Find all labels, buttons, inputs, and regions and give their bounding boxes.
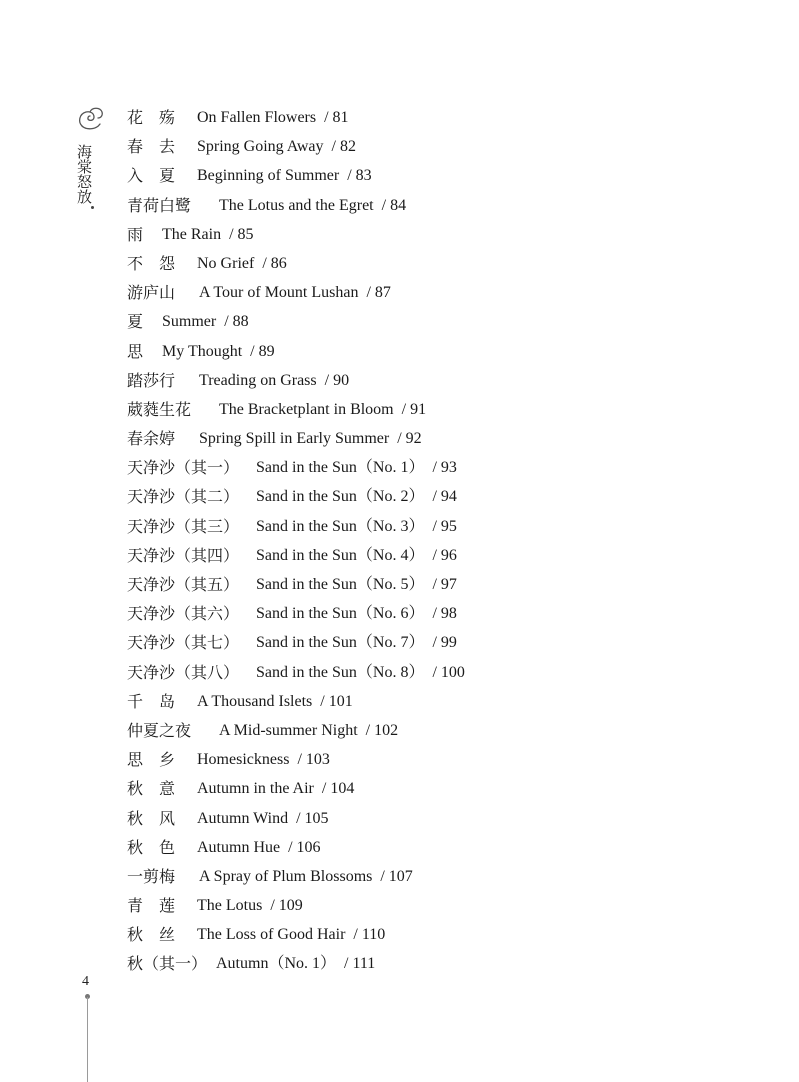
toc-entry-page-number: / 82 xyxy=(331,138,356,156)
toc-entry-page-number: / 83 xyxy=(347,167,372,185)
toc-entry-page-number: / 104 xyxy=(321,780,355,798)
toc-entry-english-title: The Lotus xyxy=(197,897,263,915)
toc-entry-spacer xyxy=(424,453,432,482)
toc-entry-spacer xyxy=(312,687,320,716)
toc-entry-spacer xyxy=(314,774,322,803)
toc-entry-chinese-title: 天净沙（其六） xyxy=(127,604,240,624)
toc-entry[interactable] xyxy=(127,658,465,687)
toc-entry-spacer xyxy=(317,366,325,395)
toc-entry-spacer xyxy=(424,482,432,511)
toc-entry-spacer xyxy=(339,161,347,190)
toc-entry-page-number: / 109 xyxy=(270,897,303,915)
toc-entry-page-number: / 90 xyxy=(324,371,350,389)
toc-entry-page-number: / 103 xyxy=(297,751,330,769)
toc-entry[interactable] xyxy=(127,453,465,482)
toc-entry[interactable] xyxy=(127,482,465,511)
toc-entry-spacer xyxy=(394,395,402,424)
toc-entry[interactable] xyxy=(127,541,465,570)
toc-entry-chinese-title: 春 去 xyxy=(127,137,176,157)
toc-entry[interactable] xyxy=(127,191,465,220)
toc-entry-spacer xyxy=(324,132,332,161)
toc-entry-english-title: On Fallen Flowers xyxy=(197,109,317,126)
toc-entry[interactable] xyxy=(127,949,465,978)
toc-entry-english-title: The Lotus and the Egret xyxy=(219,196,374,214)
toc-entry-page-number: / 105 xyxy=(296,809,329,827)
toc-entry-chinese-title: 天净沙（其八） xyxy=(127,662,240,682)
toc-entry-chinese-title: 天净沙（其四） xyxy=(127,545,240,565)
toc-entry-english-title: Sand in the Sun（No. 8） xyxy=(256,663,425,681)
toc-entry-english-title: A Spray of Plum Blossoms xyxy=(199,867,373,885)
toc-entry-spacer xyxy=(358,278,366,307)
toc-entry-english-title: Spring Spill in Early Summer xyxy=(199,430,390,448)
toc-entry-spacer xyxy=(372,862,380,891)
toc-entry-english-title: The Bracketplant in Bloom xyxy=(219,400,394,418)
toc-entry-english-title: The Rain xyxy=(162,225,222,243)
toc-entry[interactable] xyxy=(127,862,465,891)
toc-entry-page-number: / 95 xyxy=(432,517,457,535)
toc-entry[interactable] xyxy=(127,628,465,657)
toc-entry-spacer xyxy=(288,804,296,833)
toc-entry-english-title: Autumn in the Air xyxy=(197,780,314,798)
toc-entry-english-title: No Grief xyxy=(197,254,255,272)
toc-entry-page-number: / 92 xyxy=(397,430,422,448)
toc-entry-chinese-title: 秋 风 xyxy=(127,808,176,828)
toc-entry-english-title: A Thousand Islets xyxy=(197,692,313,710)
toc-entry-chinese-title: 天净沙（其七） xyxy=(127,633,240,653)
toc-entry-chinese-title: 秋 意 xyxy=(127,779,176,799)
toc-entry-page-number: / 99 xyxy=(432,634,457,652)
toc-entry[interactable] xyxy=(127,337,465,366)
toc-entry-chinese-title: 花 殇 xyxy=(127,108,176,127)
toc-entry-chinese-title: 夏 xyxy=(127,312,144,332)
toc-entry-chinese-title: 不 怨 xyxy=(127,253,176,273)
toc-entry-spacer xyxy=(289,745,297,774)
toc-entry-spacer xyxy=(254,249,262,278)
toc-entry[interactable] xyxy=(127,716,465,745)
toc-entry-chinese-title: 天净沙（其三） xyxy=(127,516,240,536)
toc-entry-page-number: / 100 xyxy=(432,663,465,681)
toc-entry[interactable] xyxy=(127,366,465,395)
toc-entry-spacer xyxy=(424,628,432,657)
toc-entry-english-title: Beginning of Summer xyxy=(197,167,340,185)
toc-entry-spacer xyxy=(216,307,224,336)
toc-entry-english-title: Autumn Wind xyxy=(197,809,289,827)
toc-entry-page-number: / 94 xyxy=(432,488,457,506)
toc-entry-chinese-title: 秋（其一） xyxy=(127,954,208,974)
toc-entry-english-title: Sand in the Sun（No. 4） xyxy=(256,546,425,564)
toc-entry-chinese-title: 游庐山 xyxy=(127,283,176,303)
toc-entry[interactable] xyxy=(127,395,465,424)
toc-entry[interactable] xyxy=(127,599,465,628)
toc-entry-english-title: Autumn（No. 1） xyxy=(216,955,337,973)
toc-entry[interactable] xyxy=(127,424,465,453)
toc-entry-english-title: Summer xyxy=(162,313,217,331)
toc-entry-chinese-title: 思 xyxy=(127,341,144,361)
toc-entry-page-number: / 85 xyxy=(229,225,254,243)
toc-entry[interactable] xyxy=(127,512,465,541)
toc-entry-chinese-title: 青荷白鹭 xyxy=(127,195,192,215)
toc-entry-spacer xyxy=(374,191,382,220)
toc-entry-chinese-title: 一剪梅 xyxy=(127,866,176,886)
toc-entry[interactable] xyxy=(127,132,465,161)
toc-entry-chinese-title: 雨 xyxy=(127,224,144,244)
margin-rule xyxy=(87,997,88,1082)
toc-entry-english-title: Treading on Grass xyxy=(199,371,317,389)
toc-entry-page-number: / 110 xyxy=(353,926,386,944)
toc-entry[interactable] xyxy=(127,570,465,599)
toc-entry-page-number: / 81 xyxy=(324,109,349,126)
toc-entry-page-number: / 97 xyxy=(432,576,457,593)
toc-entry[interactable] xyxy=(127,833,465,862)
running-head-title: 海棠怒放 xyxy=(75,144,93,204)
toc-entry-english-title: Sand in the Sun（No. 6） xyxy=(256,605,425,623)
toc-entry[interactable] xyxy=(127,220,465,249)
toc-entry[interactable] xyxy=(127,891,465,920)
toc-entry-spacer xyxy=(221,220,229,249)
toc-entry-page-number: / 106 xyxy=(288,838,321,856)
toc-entry[interactable] xyxy=(127,103,465,132)
toc-entry[interactable] xyxy=(127,249,465,278)
toc-entry-chinese-title: 青 莲 xyxy=(127,896,176,916)
toc-entry-chinese-title: 秋 丝 xyxy=(127,925,176,945)
toc-entry-chinese-title: 千 岛 xyxy=(127,691,176,711)
running-head-dot xyxy=(91,206,94,209)
toc-entry-spacer xyxy=(345,920,353,949)
toc-entry-english-title: Autumn Hue xyxy=(197,838,281,856)
toc-entry[interactable] xyxy=(127,278,465,307)
toc-entry[interactable] xyxy=(127,307,465,336)
toc-entry-chinese-title: 天净沙（其一） xyxy=(127,458,240,478)
toc-entry-spacer xyxy=(424,541,432,570)
toc-entry-page-number: / 98 xyxy=(432,605,457,623)
toc-entry[interactable] xyxy=(127,804,465,833)
toc-entry-page-number: / 88 xyxy=(224,313,249,331)
toc-entry[interactable] xyxy=(127,774,465,803)
toc-entry-spacer xyxy=(336,949,344,978)
toc-entry-english-title: Spring Going Away xyxy=(197,138,324,156)
table-of-contents xyxy=(127,103,465,979)
toc-entry-page-number: / 111 xyxy=(344,955,376,973)
toc-entry-page-number: / 84 xyxy=(381,196,407,214)
cloud-swirl-icon xyxy=(76,104,106,134)
toc-entry-chinese-title: 天净沙（其五） xyxy=(127,575,240,594)
toc-entry-page-number: / 89 xyxy=(250,342,275,360)
toc-entry-spacer xyxy=(262,891,270,920)
toc-entry-page-number: / 107 xyxy=(380,867,413,885)
toc-entry-spacer xyxy=(242,337,250,366)
toc-entry-english-title: The Loss of Good Hair xyxy=(197,926,346,944)
toc-entry-spacer xyxy=(389,424,397,453)
toc-entry[interactable] xyxy=(127,920,465,949)
toc-entry-english-title: A Tour of Mount Lushan xyxy=(199,284,359,302)
toc-entry-chinese-title: 思 乡 xyxy=(127,750,176,770)
toc-entry-page-number: / 86 xyxy=(262,254,287,272)
toc-entry-chinese-title: 天净沙（其二） xyxy=(127,487,240,507)
toc-entry-english-title: Sand in the Sun（No. 3） xyxy=(256,517,425,535)
toc-entry-page-number: / 102 xyxy=(365,721,399,739)
toc-entry-english-title: My Thought xyxy=(162,342,243,360)
toc-entry-english-title: Sand in the Sun（No. 1） xyxy=(256,459,425,477)
toc-entry-spacer xyxy=(358,716,366,745)
toc-entry-chinese-title: 仲夏之夜 xyxy=(127,720,192,740)
toc-entry-english-title: A Mid-summer Night xyxy=(219,721,358,739)
toc-entry-chinese-title: 秋 色 xyxy=(127,837,176,857)
toc-entry[interactable] xyxy=(127,687,465,716)
toc-entry-page-number: / 91 xyxy=(401,400,427,418)
page-number: 4 xyxy=(82,974,89,989)
toc-entry-english-title: Sand in the Sun（No. 7） xyxy=(256,634,425,652)
toc-entry-spacer xyxy=(424,658,432,687)
toc-entry-spacer xyxy=(316,103,324,132)
toc-entry-chinese-title: 入 夏 xyxy=(127,166,176,186)
toc-entry-spacer xyxy=(280,833,288,862)
toc-entry-page-number: / 101 xyxy=(320,692,353,710)
toc-entry-page-number: / 96 xyxy=(432,546,457,564)
toc-entry-chinese-title: 踏莎行 xyxy=(127,370,176,390)
toc-entry-chinese-title: 葳蕤生花 xyxy=(127,399,192,419)
toc-entry-english-title: Sand in the Sun（No. 5） xyxy=(256,576,425,593)
toc-entry-spacer xyxy=(424,599,432,628)
toc-entry-page-number: / 87 xyxy=(366,284,391,302)
toc-entry-spacer xyxy=(424,570,432,599)
toc-entry[interactable] xyxy=(127,161,465,190)
toc-entry-page-number: / 93 xyxy=(432,459,457,477)
toc-entry-chinese-title: 春余婷 xyxy=(127,429,176,449)
toc-entry-english-title: Homesickness xyxy=(197,751,290,769)
toc-entry[interactable] xyxy=(127,745,465,774)
toc-entry-spacer xyxy=(424,512,432,541)
toc-entry-english-title: Sand in the Sun（No. 2） xyxy=(256,488,425,506)
